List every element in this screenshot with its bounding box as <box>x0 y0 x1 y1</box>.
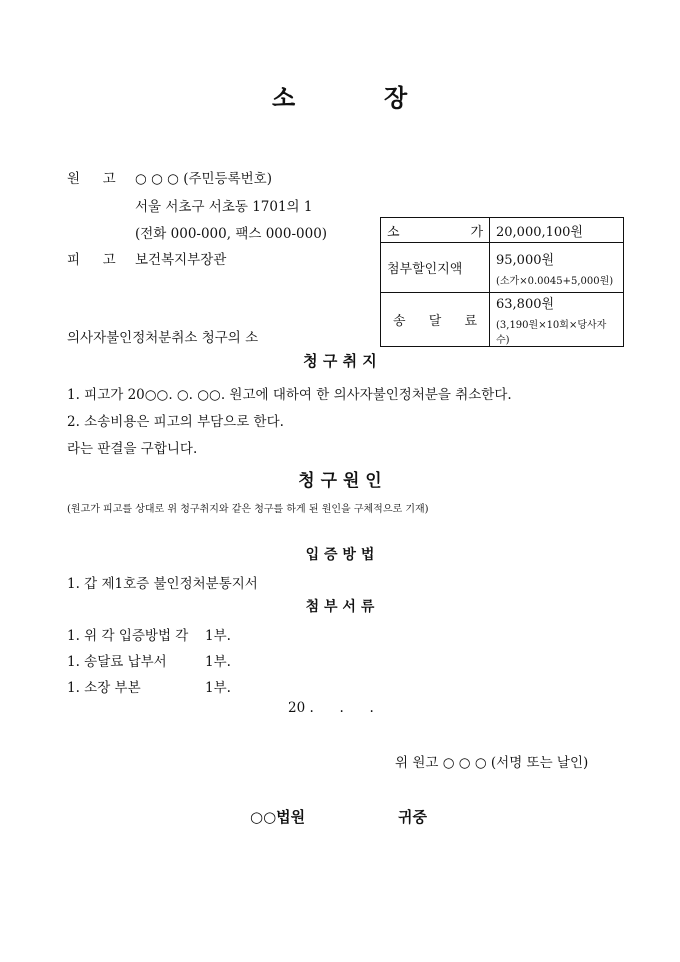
court-name: ○○법원 <box>250 808 306 826</box>
price-label-a: 소 <box>387 224 400 240</box>
plaintiff-label-a: 원 <box>67 171 81 187</box>
claim-purpose-line1: 1. 피고가 20○○. ○. ○○. 원고에 대하여 한 의사자불인정처분을 취소한다. <box>67 387 512 403</box>
claim-purpose-line2: 2. 소송비용은 피고의 부담으로 한다. <box>67 414 284 430</box>
service-value: 63,800원 <box>496 297 555 312</box>
stamp-label: 첨부할인지액 <box>381 243 490 293</box>
attachment-item-2-count: 1부. <box>205 654 231 670</box>
service-label-c: 료 <box>464 314 477 329</box>
attachment-item-3-count: 1부. <box>205 680 231 696</box>
signature-line: 위 원고 ○ ○ ○ (서명 또는 날인) <box>395 755 589 771</box>
service-label-a: 송 <box>393 314 406 329</box>
evidence-item-1: 1. 갑 제1호증 불인정처분통지서 <box>67 576 258 592</box>
defendant-name: 보건복지부장관 <box>135 252 227 268</box>
attachment-item-1-label: 1. 위 각 입증방법 각 <box>67 628 189 644</box>
stamp-value: 95,000원 <box>496 252 555 268</box>
service-cell <box>490 293 624 347</box>
claim-purpose-line3: 라는 판결을 구합니다. <box>67 441 198 457</box>
attachments-heading: 첨 부 서 류 <box>305 599 375 615</box>
defendant-label-b: 고 <box>102 252 116 268</box>
document-title <box>272 78 295 113</box>
claim-purpose-heading: 청 구 취 지 <box>303 352 377 370</box>
fee-table <box>380 217 624 347</box>
title-char-left: 소 <box>272 83 296 112</box>
fee-row-stamp <box>381 243 624 293</box>
stamp-formula: (소가×0.0045+5,000원) <box>496 275 614 287</box>
plaintiff-address: 서울 서초구 서초동 1701의 1 <box>135 199 313 215</box>
attachment-item-3-label: 1. 소장 부본 <box>67 680 141 696</box>
service-label <box>381 293 490 347</box>
plaintiff-label <box>67 167 116 187</box>
price-label-b: 가 <box>470 224 483 240</box>
claim-cause-heading: 청 구 원 인 <box>298 471 382 491</box>
plaintiff-label-b: 고 <box>102 171 116 187</box>
service-label-b: 달 <box>428 314 442 329</box>
case-name: 의사자불인정처분취소 청구의 소 <box>67 330 259 346</box>
stamp-cell <box>490 243 624 293</box>
price-value: 20,000,100원 <box>490 218 624 243</box>
title-char-right: 장 <box>384 83 408 112</box>
court-suffix: 귀중 <box>398 808 427 826</box>
date-line: 20 . . . <box>288 700 374 716</box>
service-formula: (3,190원×10회×당사자수) <box>496 320 607 346</box>
plaintiff-contact: (전화 000-000, 팩스 000-000) <box>135 226 328 242</box>
evidence-heading: 입 증 방 법 <box>305 547 375 563</box>
attachment-item-2-label: 1. 송달료 납부서 <box>67 654 167 670</box>
claim-cause-note: (원고가 피고를 상대로 위 청구취지와 같은 청구를 하게 된 원인을 구체적으로 기재) <box>67 504 429 515</box>
price-label <box>381 218 490 243</box>
document-title-right <box>384 78 407 113</box>
defendant-label <box>67 248 116 268</box>
defendant-label-a: 피 <box>67 252 81 268</box>
fee-row-price <box>381 218 624 243</box>
fee-row-service <box>381 293 624 347</box>
attachment-item-1-count: 1부. <box>205 628 231 644</box>
plaintiff-name: ○ ○ ○ (주민등록번호) <box>135 171 272 187</box>
